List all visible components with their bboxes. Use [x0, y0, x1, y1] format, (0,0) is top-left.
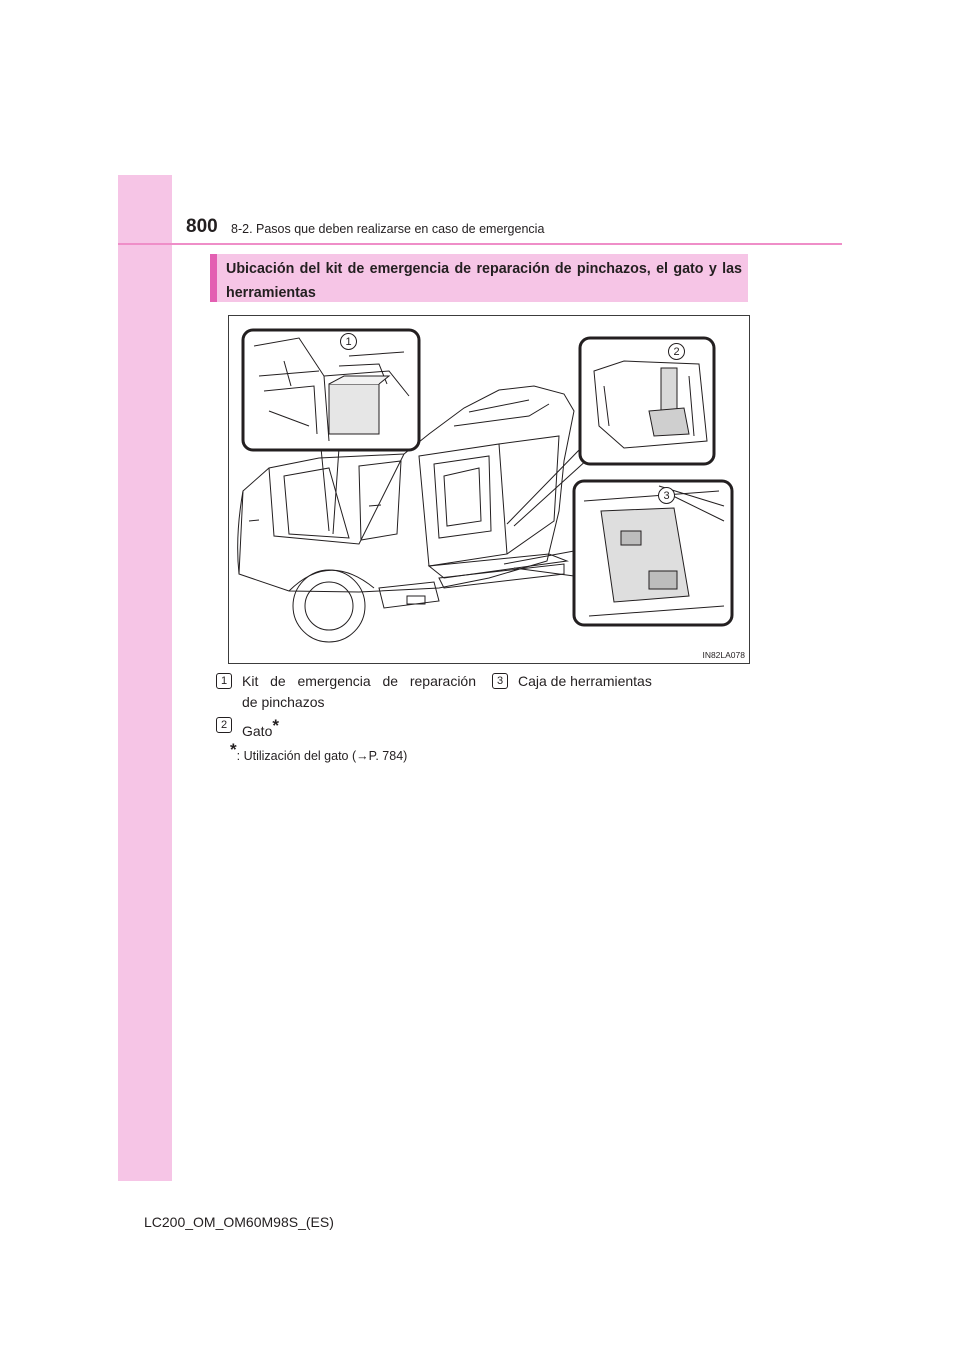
- item-number-1: 1: [216, 673, 232, 689]
- callout-2: 2: [668, 343, 685, 360]
- item-number-2: 2: [216, 717, 232, 733]
- callout-1: 1: [340, 333, 357, 350]
- item-1-line-2: de pinchazos: [242, 694, 325, 710]
- section-heading-text: Ubicación del kit de emergencia de reparación de pinchazos, el gato y las herramientas: [226, 261, 742, 301]
- side-tab-band: [118, 175, 172, 1181]
- item-2-text: [242, 715, 279, 742]
- chapter-title: 8-2. Pasos que deben realizarse en caso de emergencia: [231, 222, 545, 236]
- section-heading: [210, 254, 748, 302]
- item-1-text: [242, 671, 476, 713]
- item-number-3: 3: [492, 673, 508, 689]
- item-3-text: Caja de herramientas: [518, 673, 652, 689]
- footnote-text: : Utilización del gato (→P. 784): [236, 749, 408, 763]
- item-1-line-1: Kit de emergencia de reparación: [242, 673, 476, 689]
- page-number: 800: [186, 216, 218, 237]
- header-rule: [118, 243, 842, 245]
- footnote: [230, 740, 407, 763]
- document-id: LC200_OM_OM60M98S_(ES): [144, 1214, 334, 1230]
- figure-code: IN82LA078: [702, 650, 745, 660]
- vehicle-illustration: [228, 315, 750, 664]
- item-2-asterisk: *: [272, 716, 279, 735]
- callout-3: 3: [658, 487, 675, 504]
- footnote-asterisk: *: [230, 740, 237, 759]
- item-2-label: Gato: [242, 723, 273, 739]
